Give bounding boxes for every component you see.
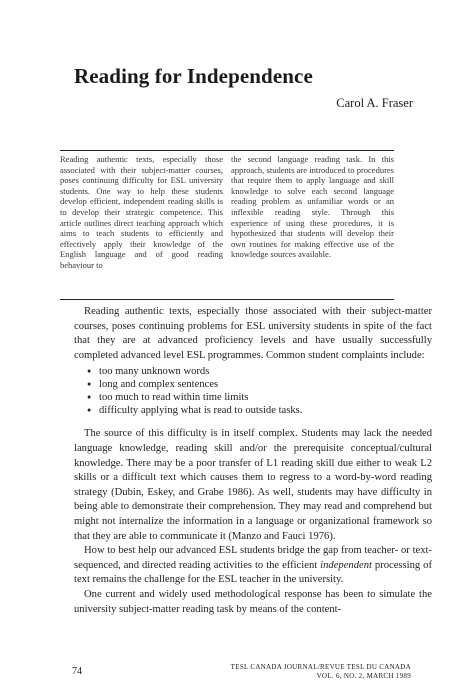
journal-issue: VOL. 6, NO. 2, MARCH 1989 (316, 672, 411, 680)
abstract-box (60, 150, 394, 300)
article-body (74, 305, 432, 617)
paragraph-3-text-end: processing of text remains the challenge for the ESL teacher in the university. (74, 559, 432, 586)
complaints-list (74, 365, 432, 417)
list-item: ● too much to read within time limits (87, 391, 432, 404)
body-paragraph-4: One current and widely used methodological response has been to simulate the university subject-matter reading task by means of the content- (74, 588, 432, 615)
list-item: ● difficulty applying what is read to outside tasks. (87, 404, 432, 417)
list-item: ● too many unknown words (87, 365, 432, 378)
abstract-column-right: the second language reading task. In this approach, students are introduced to procedures that require them to apply language and skill knowledge to solve each second language reading problem as unfamiliar words or an inflexible reading style. Through this experience of using these procedures, it is hypothesized that students will develop their own routines for making effective use of the knowledge sources available. (231, 154, 394, 260)
body-paragraph-1: Reading authentic texts, especially those associated with their subject-matter courses, poses continuing problems for ESL university students in spite of the fact that they are at advanced proficiency levels and have usually successfully completed advanced level ESL programmes. Common student complaints include: (74, 306, 432, 361)
paragraph-3-text-start: How to best help our advanced ESL students bridge the gap from teacher- or text-sequenced, and directed reading activities to the efficient (74, 545, 432, 571)
journal-footer (231, 663, 411, 681)
author-name: Carol A. Fraser (336, 96, 413, 110)
body-paragraph-3 (74, 544, 432, 588)
article-title: Reading for Independence (74, 64, 313, 88)
paragraph-3-emphasis: independent (320, 559, 372, 571)
list-item: ● long and complex sentences (87, 378, 432, 391)
page-number: 74 (72, 666, 82, 677)
abstract-column-left: Reading authentic texts, especially those associated with their subject-matter courses, poses continuing difficulty for ESL university students. One way to help these students develop efficient, independent reading skills is to develop their strategic competence. This article outlines direct teaching approach which aims to teach students to efficiently and effectively apply their knowledge of the English language and of good reading behaviour to (60, 154, 223, 270)
journal-name: TESL CANADA JOURNAL/REVUE TESL DU CANADA (230, 663, 411, 671)
body-paragraph-2: The source of this difficulty is in itself complex. Students may lack the needed language knowledge, reading skill and/or the prerequisite conceptual/cultural knowledge. There may be a poor transfer of L1 reading skill due either to weak L2 skills or a difficult text which causes them to regress to a word-by-word reading strategy (Dubin, Eskey, and Grabe 1986). As well, students may have difficulty in being able to demonstrate their comprehension. They may read and comprehend but might not internalize the information in a language or organizational framework so that they are able to communicate it (Manzo and Fauci 1976). (74, 428, 432, 542)
